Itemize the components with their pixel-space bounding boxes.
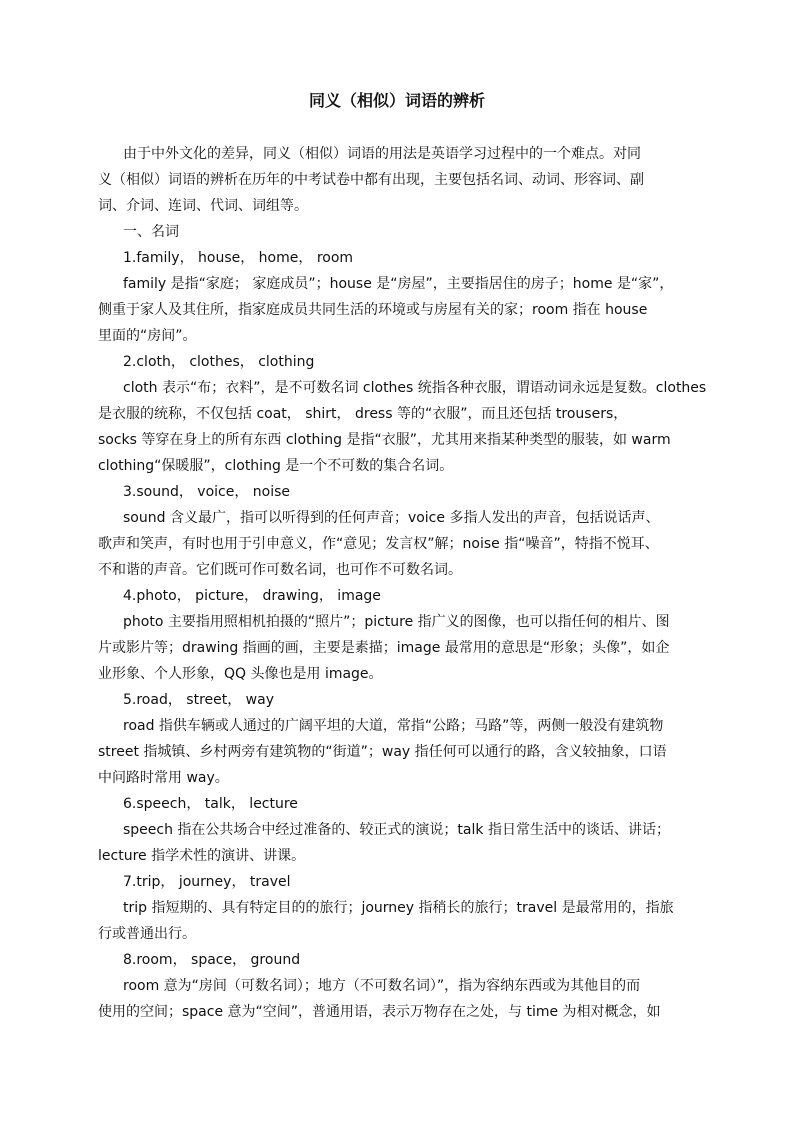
intro-line: 由于中外文化的差异，同义（相似）词语的用法是英语学习过程中的一个难点。对同	[123, 146, 641, 162]
body-line: cloth 表示“布；衣料”，是不可数名词 clothes 统指各种衣服，谓语动词永远是复数。clothes	[123, 380, 707, 396]
body-line: 是衣服的统称，不仅包括 coat， shirt， dress 等的“衣服”，而且还包括 trousers，	[98, 406, 628, 422]
body-line: clothing“保暖服”，clothing 是一个不可数的集合名词。	[98, 458, 454, 474]
body-line: road 指供车辆或人通过的广阔平坦的大道，常指“公路；马路”等，两侧一般没有建筑物	[123, 718, 664, 734]
body-line: lecture 指学术性的演讲、讲课。	[98, 848, 306, 864]
body-line: sound 含义最广，指可以听得到的任何声音；voice 多指人发出的声音，包括说话声、	[123, 510, 660, 526]
page-title: 同义（相似）词语的辨析	[308, 91, 485, 110]
body-line: trip 指短期的、具有特定目的的旅行；journey 指稍长的旅行；travel 是最常用的，指旅	[123, 900, 674, 916]
body-line: street 指城镇、乡村两旁有建筑物的“街道”；way 指任何可以通行的路，含义较抽象，口语	[98, 744, 667, 760]
body-line: 片或影片等；drawing 指画的画，主要是素描；image 最常用的意思是“形象；头像”，如企	[98, 640, 670, 656]
body-line: 业形象、个人形象，QQ 头像也是用 image。	[98, 666, 383, 682]
body-line: socks 等穿在身上的所有东西 clothing 是指“衣服”，尤其用来指某种类型的服装，如 warm	[98, 432, 671, 448]
body-line: 歌声和笑声，有时也用于引申意义，作“意见；发言权”解；noise 指“噪音”，特指不悦耳、	[98, 536, 659, 552]
intro-line: 词、介词、连词、代词、词组等。	[98, 198, 308, 214]
body-line: photo 主要指用照相机拍摄的“照片”；picture 指广义的图像，也可以指任何的相片、图	[123, 614, 670, 630]
group-heading: 2.cloth， clothes， clothing	[123, 354, 315, 370]
body-line: family 是指“家庭； 家庭成员”；house 是“房屋”，主要指居住的房子；home 是“家”，	[123, 276, 674, 292]
body-line: 侧重于家人及其住所，指家庭成员共同生活的环境或与房屋有关的家；room 指在 house	[98, 302, 648, 318]
body-line: 行或普通出行。	[98, 926, 196, 942]
body-line: speech 指在公共场合中经过准备的、较正式的演说；talk 指日常生活中的谈话、讲话；	[123, 822, 670, 838]
group-heading: 5.road， street， way	[123, 692, 274, 708]
intro-line: 义（相似）词语的辨析在历年的中考试卷中都有出现，主要包括名词、动词、形容词、副	[98, 172, 644, 188]
group-heading: 3.sound， voice， noise	[123, 484, 291, 500]
group-heading: 4.photo， picture， drawing， image	[123, 588, 381, 604]
body-line: 不和谐的声音。它们既可作可数名词，也可作不可数名词。	[98, 562, 462, 578]
body-line: 使用的空间；space 意为“空间”，普通用语，表示万物存在之处，与 time 为相对概念，如	[98, 1004, 661, 1020]
body-line: 里面的“房间”。	[98, 328, 197, 344]
group-heading: 1.family， house， home， room	[123, 250, 354, 266]
section-heading: 一、名词	[123, 224, 179, 240]
group-heading: 6.speech， talk， lecture	[123, 796, 298, 812]
group-heading: 7.trip， journey， travel	[123, 874, 291, 890]
group-heading: 8.room， space， ground	[123, 952, 301, 968]
body-line: room 意为“房间（可数名词）；地方（不可数名词）”，指为容纳东西或为其他目的而	[123, 978, 641, 994]
body-line: 中问路时常用 way。	[98, 770, 229, 786]
